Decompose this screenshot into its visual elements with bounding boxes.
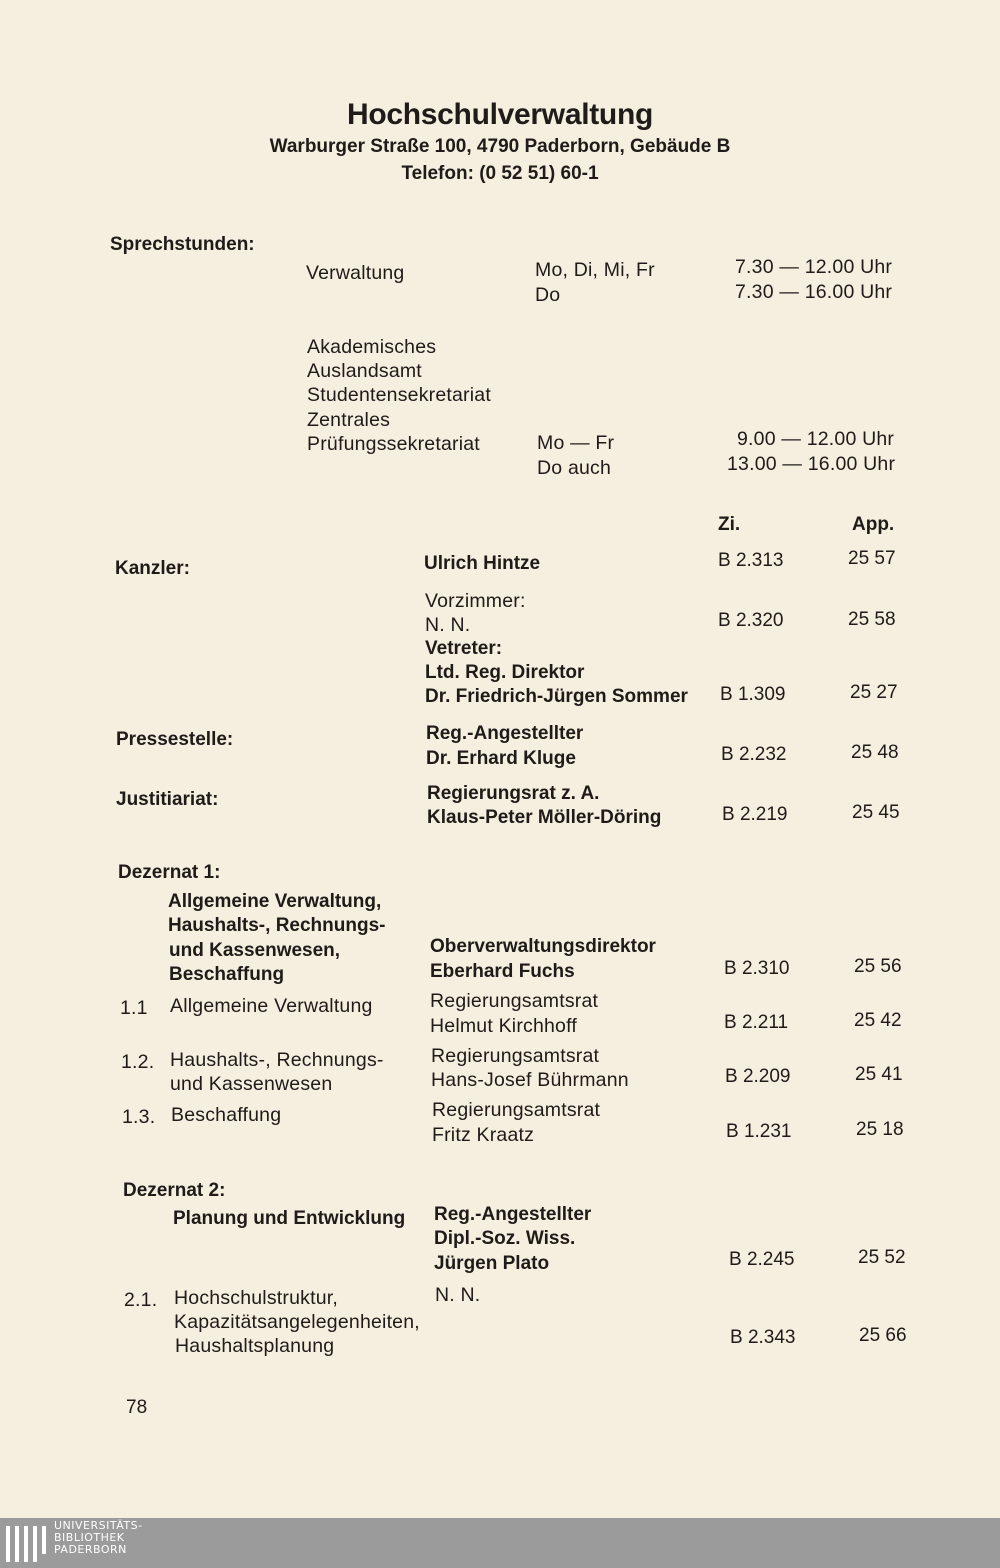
person-title: Regierungsamtsrat (430, 990, 599, 1012)
subsection-description: und Kassenwesen (170, 1073, 333, 1095)
address-line: Warburger Straße 100, 4790 Paderborn, Gebäude B (269, 136, 731, 157)
office-hours-time: 7.30 — 12.00 Uhr (735, 256, 893, 278)
person-name: Ulrich Hintze (424, 553, 541, 574)
subsection-number: 1.2. (121, 1051, 155, 1073)
library-name-line: PADERBORN (54, 1543, 127, 1556)
subsection-number: 1.1 (120, 997, 148, 1019)
extension-number: 25 45 (852, 802, 900, 823)
subsection-description: Beschaffung (171, 1104, 282, 1126)
library-name-line: UNIVERSITÄTS- (54, 1519, 143, 1532)
person-name: Helmut Kirchhoff (430, 1015, 577, 1037)
page-number: 78 (126, 1397, 148, 1418)
column-header-room: Zi. (718, 514, 741, 535)
extension-number: 25 66 (859, 1325, 907, 1346)
role-label: Vetreter: (425, 638, 503, 659)
person-name: Dr. Friedrich-Jürgen Sommer (425, 686, 688, 707)
person-title: Oberverwaltungsdirektor (430, 936, 656, 957)
extension-number: 25 27 (850, 682, 898, 703)
library-footer (0, 1518, 1000, 1568)
extension-number: 25 42 (854, 1010, 902, 1031)
column-header-extension: App. (852, 514, 895, 535)
person-title: Ltd. Reg. Direktor (425, 662, 585, 683)
section-label-department-1: Dezernat 1: (118, 862, 221, 883)
room-number: B 2.320 (718, 610, 784, 631)
department-description: und Kassenwesen, (169, 940, 341, 961)
extension-number: 25 57 (848, 548, 896, 569)
room-number: B 1.231 (726, 1121, 792, 1142)
extension-number: 25 48 (851, 742, 899, 763)
section-label-legal: Justitiariat: (116, 789, 219, 810)
room-number: B 1.309 (720, 684, 786, 705)
office-hours-label: Sprechstunden: (110, 234, 255, 255)
office-hours-time: 9.00 — 12.00 Uhr (737, 428, 895, 450)
section-label-press: Pressestelle: (116, 729, 234, 750)
office-hours-unit: Zentrales (307, 409, 391, 431)
subsection-description: Kapazitätsangelegenheiten, (174, 1311, 420, 1333)
person-title: Reg.-Angestellter (426, 723, 584, 744)
office-hours-days: Mo, Di, Mi, Fr (535, 259, 655, 281)
office-hours-time: 7.30 — 16.00 Uhr (735, 281, 893, 303)
person-name: Fritz Kraatz (432, 1124, 535, 1146)
office-hours-unit: Verwaltung (306, 262, 405, 284)
extension-number: 25 18 (856, 1119, 904, 1140)
office-hours-unit: Prüfungssekretariat (307, 433, 480, 455)
person-name: Jürgen Plato (434, 1253, 550, 1274)
office-hours-days: Do (535, 284, 561, 306)
room-number: B 2.343 (730, 1327, 796, 1348)
extension-number: 25 52 (858, 1247, 906, 1268)
person-name: N. N. (435, 1284, 481, 1306)
person-title: Regierungsamtsrat (431, 1045, 600, 1067)
department-description: Beschaffung (169, 964, 285, 985)
room-number: B 2.211 (724, 1012, 789, 1033)
person-name: Klaus-Peter Möller-Döring (427, 807, 662, 828)
office-hours-unit: Akademisches (307, 336, 437, 358)
department-description: Planung und Entwicklung (173, 1208, 406, 1229)
person-name: Dr. Erhard Kluge (426, 748, 576, 769)
subsection-description: Haushalts-, Rechnungs- (170, 1049, 384, 1071)
person-title: Dipl.-Soz. Wiss. (434, 1228, 576, 1249)
office-hours-unit: Auslandsamt (307, 360, 422, 382)
office-hours-time: 13.00 — 16.00 Uhr (727, 453, 896, 475)
person-title: Regierungsrat z. A. (427, 783, 600, 804)
section-label-department-2: Dezernat 2: (123, 1180, 226, 1201)
room-number: B 2.245 (729, 1249, 795, 1270)
person-name: Hans-Josef Bührmann (431, 1069, 629, 1091)
room-number: B 2.219 (722, 804, 788, 825)
person-title: Reg.-Angestellter (434, 1204, 592, 1225)
page-title: Hochschulverwaltung (346, 98, 654, 131)
library-name (54, 1520, 143, 1556)
room-number: B 2.310 (724, 958, 790, 979)
phone-line: Telefon: (0 52 51) 60-1 (401, 163, 599, 184)
office-hours-days: Do auch (537, 457, 612, 479)
extension-number: 25 41 (855, 1064, 903, 1085)
library-logo-icon (6, 1526, 46, 1562)
office-hours-days: Mo — Fr (537, 432, 615, 454)
section-label-kanzler: Kanzler: (115, 558, 190, 579)
person-name: N. N. (425, 614, 471, 636)
room-number: B 2.232 (721, 744, 787, 765)
extension-number: 25 56 (854, 956, 902, 977)
room-number: B 2.209 (725, 1066, 791, 1087)
library-name-line: BIBLIOTHEK (54, 1531, 125, 1544)
person-title: Regierungsamtsrat (432, 1099, 601, 1121)
subsection-number: 1.3. (122, 1106, 156, 1128)
department-description: Haushalts-, Rechnungs- (168, 915, 386, 936)
extension-number: 25 58 (848, 609, 896, 630)
person-name: Eberhard Fuchs (430, 961, 575, 982)
office-hours-unit: Studentensekretariat (307, 384, 491, 406)
department-description: Allgemeine Verwaltung, (168, 891, 382, 912)
subsection-description: Allgemeine Verwaltung (170, 995, 373, 1017)
subsection-number: 2.1. (124, 1289, 158, 1311)
room-number: B 2.313 (718, 550, 784, 571)
subsection-description: Haushaltsplanung (175, 1335, 335, 1357)
role-label: Vorzimmer: (425, 590, 526, 612)
subsection-description: Hochschulstruktur, (174, 1287, 338, 1309)
